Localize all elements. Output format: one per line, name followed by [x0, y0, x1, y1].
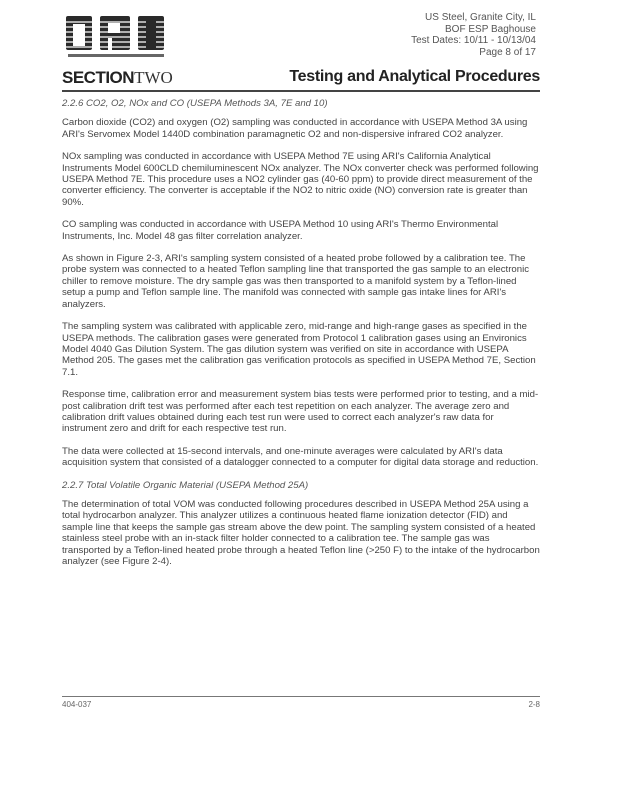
subsection-heading-2-2-6: 2.2.6 CO2, O2, NOx and CO (USEPA Methods 3A, 7E and 10): [62, 98, 328, 109]
paragraph: Carbon dioxide (CO2) and oxygen (O2) sampling was conducted in accordance with USEPA Method 3A using ARI's Servomex Model 1440D combination paramagnetic O2 and non-dispersive infrared CO2 analyzer.: [62, 117, 528, 140]
header-line-site: US Steel, Granite City, IL: [425, 12, 536, 23]
paragraph: The sampling system was calibrated with applicable zero, mid-range and high-range gases as specified in the USEPA methods. The calibration gases were generated from Protocol 1 calibration gases using an Environics Model 4040 Gas Dilution System. The gas dilution system was verified on site in accordance with USEPA Method 205. The gases met the calibration gas verification protocols as specified in USEPA Method 7E, Section 7.1.: [62, 321, 536, 378]
paragraph: The data were collected at 15-second intervals, and one-minute averages were calculated by ARI's data acquisition system that consisted of a datalogger connected to a computer for digital data storage and reduction.: [62, 445, 539, 469]
section-label: SECTION: [62, 68, 135, 87]
section-title: Testing and Analytical Procedures: [289, 68, 540, 85]
paragraph: NOx sampling was conducted in accordance with USEPA Method 7E using ARI's California Analytical Instruments Model 600CLD chemiluminescent NOx analyzer. The NOx converter check was performed following USEPA Method 7E. This procedure uses a NO2 cylinder gas (40-60 ppm) to provide direct measurement of the converter efficiency. The converter is acceptable if the NO2 to nitric oxide (NO) conversion rate is greater than 90%.: [62, 151, 539, 208]
paragraph: CO sampling was conducted in accordance with USEPA Method 10 using ARI's Thermo Environmental Instruments, Inc. Model 48 gas filter correlation analyzer.: [62, 219, 499, 242]
section-header: [62, 68, 540, 92]
report-header: [411, 12, 536, 58]
footer-page-number: 2-8: [528, 700, 540, 709]
header-line-unit: BOF ESP Baghouse: [445, 23, 536, 35]
section-number: TWO: [134, 68, 173, 87]
subsection-heading-2-2-7: 2.2.7 Total Volatile Organic Material (USEPA Method 25A): [62, 479, 309, 491]
page-footer: [62, 696, 540, 709]
footer-project-number: 404-037: [62, 700, 92, 709]
body-text: [62, 98, 540, 578]
company-logo: [62, 14, 172, 64]
header-line-dates: Test Dates: 10/11 - 10/13/04: [411, 35, 536, 46]
paragraph: The determination of total VOM was conducted following procedures described in USEPA Method 25A using a total hydrocarbon analyzer. This analyzer utilizes a continuous heated flame ionization detector (FID) and sample line that keeps the sample gas stream above the dew point. The sampling system consisted of a heated stainless steel probe with an in-stack filter holder connected to a calibration tee. The sample gas was transported by a Teflon-lined heated probe through a heated Teflon line (>250 F) to the intake of the hydrocarbon analyzer (see Figure 2-4).: [62, 498, 540, 567]
paragraph: Response time, calibration error and measurement system bias tests were performed prior to testing, and a mid-post calibration drift test was performed after each test repetition on each analyzer. The average zero and calibration drift values obtained during each test run were used to correct each analyzer's raw data for instrument zero and drift for each respective test run.: [62, 389, 539, 435]
paragraph: As shown in Figure 2-3, ARI's sampling system consisted of a heated probe followed by a calibration tee. The probe system was connected to a heated Teflon sampling line that transported the gas sample to an electronic chiller to remove moisture. The dry sample gas was then transported to a manifold system by a Teflon-lined setup a pump and Teflon sample line. The manifold was connected with sample gas intake lines for ARI's analyzers.: [62, 253, 529, 310]
header-line-page: Page 8 of 17: [479, 46, 536, 58]
